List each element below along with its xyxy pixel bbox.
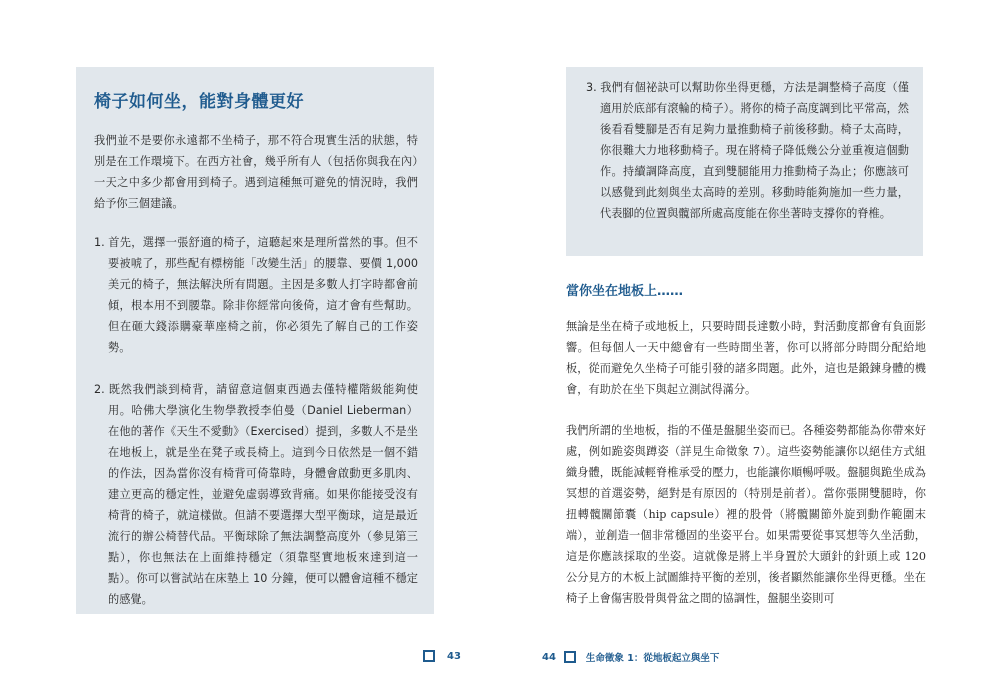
left-footer: [423, 650, 461, 662]
section-heading: 當你坐在地板上……: [566, 284, 684, 299]
tip-item-1: [94, 232, 418, 358]
tip-number: 2.: [94, 383, 105, 396]
tip-item-2: [94, 379, 418, 610]
right-page: [500, 0, 1000, 700]
tips-list: [94, 232, 418, 610]
page-number-left: 43: [447, 650, 461, 662]
sidebar-box-chair-tips: [76, 67, 434, 614]
running-head: 生命徵象 1：從地板起立與坐下: [585, 653, 720, 664]
tip-text: 既然我們談到椅背，請留意這個東西過去僅特權階級能夠使用。哈佛大學演化生物學教授李伯曼（Daniel Lieberman）在他的著作《天生不愛動》（Exercised）提到，多數人不是坐在地板上，就是坐在凳子或長椅上。這到今日依然是一個不錯的作法，因為當你沒有椅背可倚靠時，身體會啟動更多肌肉、建立更高的穩定性，並避免虛弱導致背痛。如果你能接受沒有椅背的椅子，就這樣做。但請不要選擇大型平衡球，這是最近流行的辦公椅替代品。平衡球除了無法調整高度外（參見第三點），你也無法在上面維持穩定（須靠堅實地板來達到這一點）。你可以嘗試站在床墊上 10 分鐘，便可以體會這種不穩定的感覺。: [108, 383, 418, 606]
tip-text: 我們有個祕訣可以幫助你坐得更穩，方法是調整椅子高度（僅適用於底部有滾輪的椅子）。將你的椅子高度調到比平常高，然後看看雙腳是否有足夠力量推動椅子前後移動。椅子太高時，你很難大力地移動椅子。現在將椅子降低幾公分並重複這個動作。持續調降高度，直到雙腿能用力推動椅子為止；你應該可以感覺到此刻與坐太高時的差別。移動時能夠施加一些力量，代表腳的位置與髖部所處高度能在你坐著時支撐你的脊椎。: [600, 81, 909, 220]
tip-item-3: [586, 77, 909, 224]
body-paragraph-1: 無論是坐在椅子或地板上，只要時間長達數小時，對活動度都會有負面影響。但每個人一天中總會有一些時間坐著，你可以將部分時間分配給地板，從而避免久坐椅子可能引發的諸多問題。此外，這也是鍛鍊身體的機會，有助於在坐下與起立測試得滿分。: [566, 320, 926, 396]
square-marker-icon: [564, 651, 576, 663]
box-intro-paragraph: 我們並不是要你永遠都不坐椅子，那不符合現實生活的狀態，特別是在工作環境下。在西方社會，幾乎所有人（包括你與我在內）一天之中多少都會用到椅子。遇到這種無可避免的情況時，我們給予你三個建議。: [94, 134, 418, 210]
square-marker-icon: [423, 650, 435, 662]
tip-text: 首先，選擇一張舒適的椅子，這聽起來是理所當然的事。但不要被唬了，那些配有標榜能「改變生活」的腰靠、要價 1,000 美元的椅子，無法解決所有問題。主因是多數人打字時都會前傾，根本用不到腰靠。除非你經常向後倚，這才會有些幫助。但在砸大錢添購豪華座椅之前，你必須先了解自己的工作姿勢。: [108, 236, 418, 354]
tip-number: 3.: [586, 81, 597, 94]
body-paragraph-2: 我們所謂的坐地板，指的不僅是盤腿坐姿而已。各種姿勢都能為你帶來好處，例如跪姿與蹲姿（詳見生命徵象 7）。這些姿勢能讓你以絕佳方式組織身體，既能減輕脊椎承受的壓力，也能讓你順暢呼吸。盤腿與跪坐成為冥想的首選姿勢，絕對是有原因的（特別是前者）。當你張開雙腿時，你扭轉髖關節囊（hip capsule）裡的股骨（將髖關節外旋到動作範圍末端），並創造一個非常穩固的坐姿平台。如果需要從事冥想等久坐活動，這是你應該採取的坐姿。這就像是將上半身置於大頭針的針頭上或 120 公分見方的木板上試圖維持平衡的差別，後者顯然能讓你坐得更穩。坐在椅子上會傷害股骨與骨盆之間的協調性，盤腿坐姿則可: [566, 424, 926, 605]
right-footer: [542, 650, 719, 664]
sidebar-box-continued: [566, 67, 923, 256]
tip-number: 1.: [94, 236, 105, 249]
page-number-right: 44: [542, 651, 556, 663]
main-text: [566, 280, 926, 629]
box-title: 椅子如何坐，能對身體更好: [94, 92, 304, 112]
